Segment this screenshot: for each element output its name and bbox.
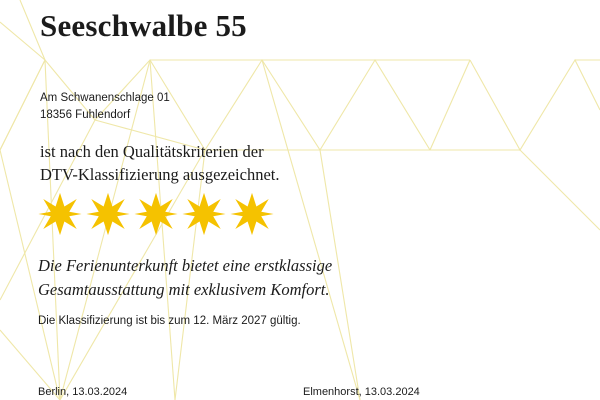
footer (0, 386, 600, 400)
footer-place-date-right: Elmenhorst, 13.03.2024 (303, 386, 420, 398)
star-rating (38, 192, 274, 236)
statement-line-2: DTV-Klassifizierung ausgezeichnet. (40, 165, 280, 184)
star-icon (230, 192, 274, 236)
star-icon (182, 192, 226, 236)
tagline-line-1: Die Ferienunterkunft bietet eine erstklassige (38, 256, 333, 275)
page-title: Seeschwalbe 55 (40, 8, 247, 43)
star-icon (38, 192, 82, 236)
statement-line-1: ist nach den Qualitätskriterien der (40, 142, 264, 161)
property-address (40, 90, 170, 124)
star-icon (134, 192, 178, 236)
address-city: 18356 Fuhlendorf (40, 109, 131, 121)
quality-tagline (38, 254, 332, 302)
star-icon (86, 192, 130, 236)
address-street: Am Schwanenschlage 01 (40, 92, 170, 104)
validity-note: Die Klassifizierung ist bis zum 12. März 2027 gültig. (38, 315, 301, 327)
footer-place-date-left: Berlin, 13.03.2024 (38, 386, 128, 398)
classification-statement (40, 140, 279, 186)
tagline-line-2: Gesamtausstattung mit exklusivem Komfort. (38, 280, 330, 299)
